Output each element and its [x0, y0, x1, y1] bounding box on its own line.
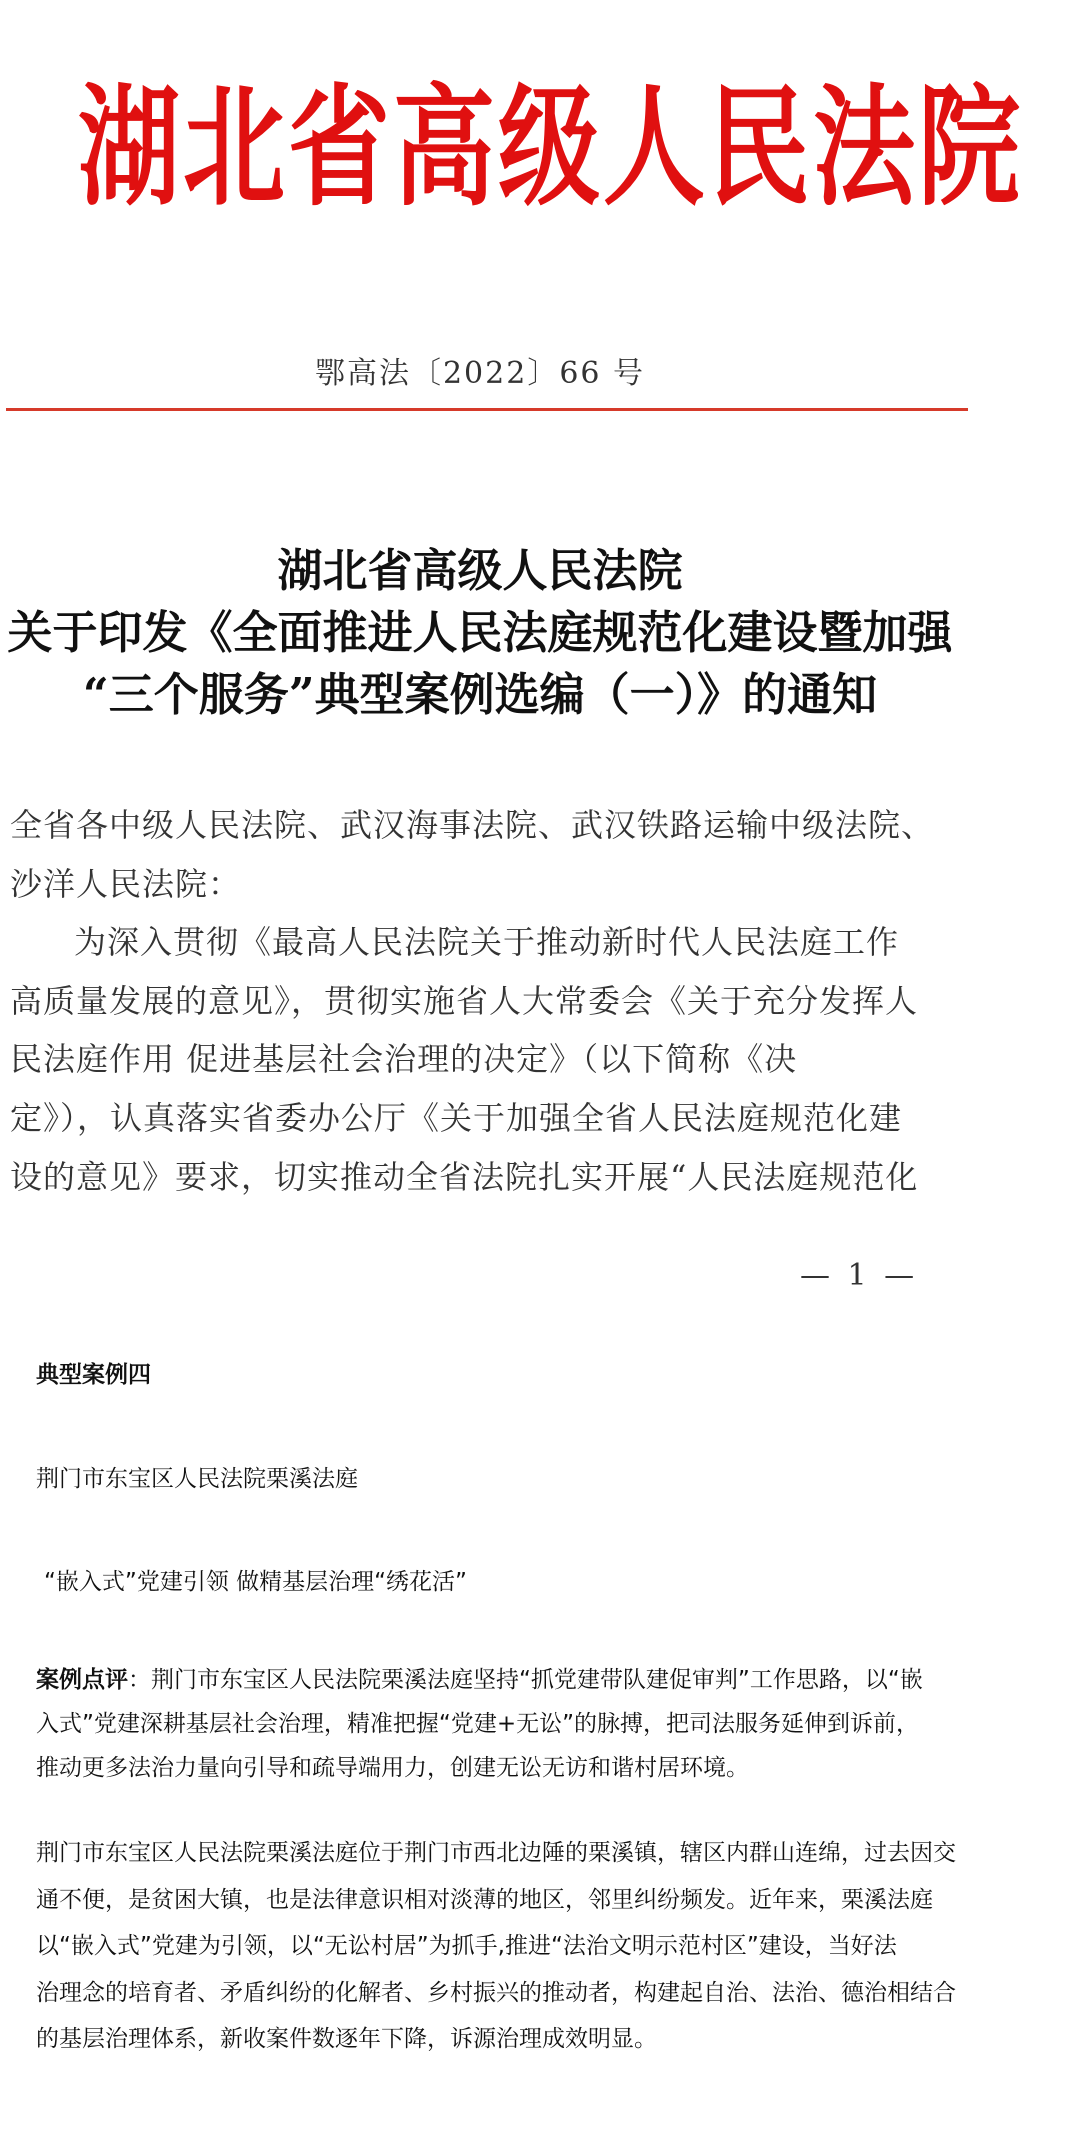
body-line: 为深入贯彻《最高人民法院关于推动新时代人民法庭工作: [74, 923, 900, 962]
body-line: 全省各中级人民法院、武汉海事法院、武汉铁路运输中级法院、: [10, 806, 935, 844]
case-court-name: 荆门市东宝区人民法院栗溪法庭: [36, 1466, 358, 1492]
paragraph-line: 通不便，是贫困大镇，也是法律意识相对淡薄的地区，邻里纠纷频发。近年来，栗溪法庭: [36, 1886, 933, 1913]
body-line: 民法庭作用 促进基层社会治理的决定》（以下简称《决: [10, 1040, 798, 1079]
body-line: 设的意见》要求，切实推动全省法院扎实开展“人民法庭规范化: [10, 1157, 919, 1196]
case-heading: 典型案例四: [36, 1362, 151, 1388]
court-name-header: 湖北省高级人民法院: [78, 72, 1023, 225]
paragraph-line: 荆门市东宝区人民法院栗溪法庭位于荆门市西北边陲的栗溪镇，辖区内群山连绵，过去因交: [36, 1840, 956, 1866]
body-line: 沙洋人民法院：: [10, 864, 242, 903]
review-line-text: ：荆门市东宝区人民法院栗溪法庭坚持“抓党建带队建促审判”工作思路，以“嵌: [128, 1667, 923, 1693]
body-line: 定》），认真落实省委办公厅《关于加强全省人民法庭规范化建: [10, 1098, 903, 1137]
paragraph-line: 治理念的培育者、矛盾纠纷的化解者、乡村振兴的推动者，构建起自治、法治、德治相结合: [36, 1979, 956, 2006]
notice-title-line-2: 关于印发《全面推进人民法庭规范化建设暨加强: [7, 606, 953, 659]
red-divider-rule: [6, 408, 968, 411]
review-label: 案例点评: [36, 1667, 128, 1693]
document-number: 鄂高法〔2022〕66 号: [314, 356, 646, 391]
body-line: 高质量发展的意见》，贯彻实施省人大常委会《关于充分发挥人: [10, 981, 919, 1020]
notice-title-line-3: “三个服务”典型案例选编（一）》的通知: [82, 668, 878, 721]
review-line: 推动更多法治力量向引导和疏导端用力，创建无讼无访和谐村居环境。: [36, 1755, 749, 1781]
page-number: — 1 —: [800, 1258, 919, 1293]
notice-title-line-1: 湖北省高级人民法院: [277, 544, 683, 597]
case-paragraph: [36, 1830, 1036, 2063]
notice-title: [0, 540, 960, 726]
review-line: 入式”党建深耕基层社会治理，精准把握“党建+无讼”的脉搏，把司法服务延伸到诉前，: [36, 1711, 920, 1737]
review-line: [36, 1658, 1026, 1702]
case-subtitle: “嵌入式”党建引领 做精基层治理“绣花活”: [44, 1569, 467, 1595]
paragraph-line: 的基层治理体系，新收案件数逐年下降，诉源治理成效明显。: [36, 2026, 657, 2053]
case-review: [36, 1658, 1026, 1790]
paragraph-line: 以“嵌入式”党建为引领，以“无讼村居”为抓手,推进“法治文明示范村区”建设，当好法: [36, 1933, 897, 1960]
notice-body: [10, 796, 965, 1206]
